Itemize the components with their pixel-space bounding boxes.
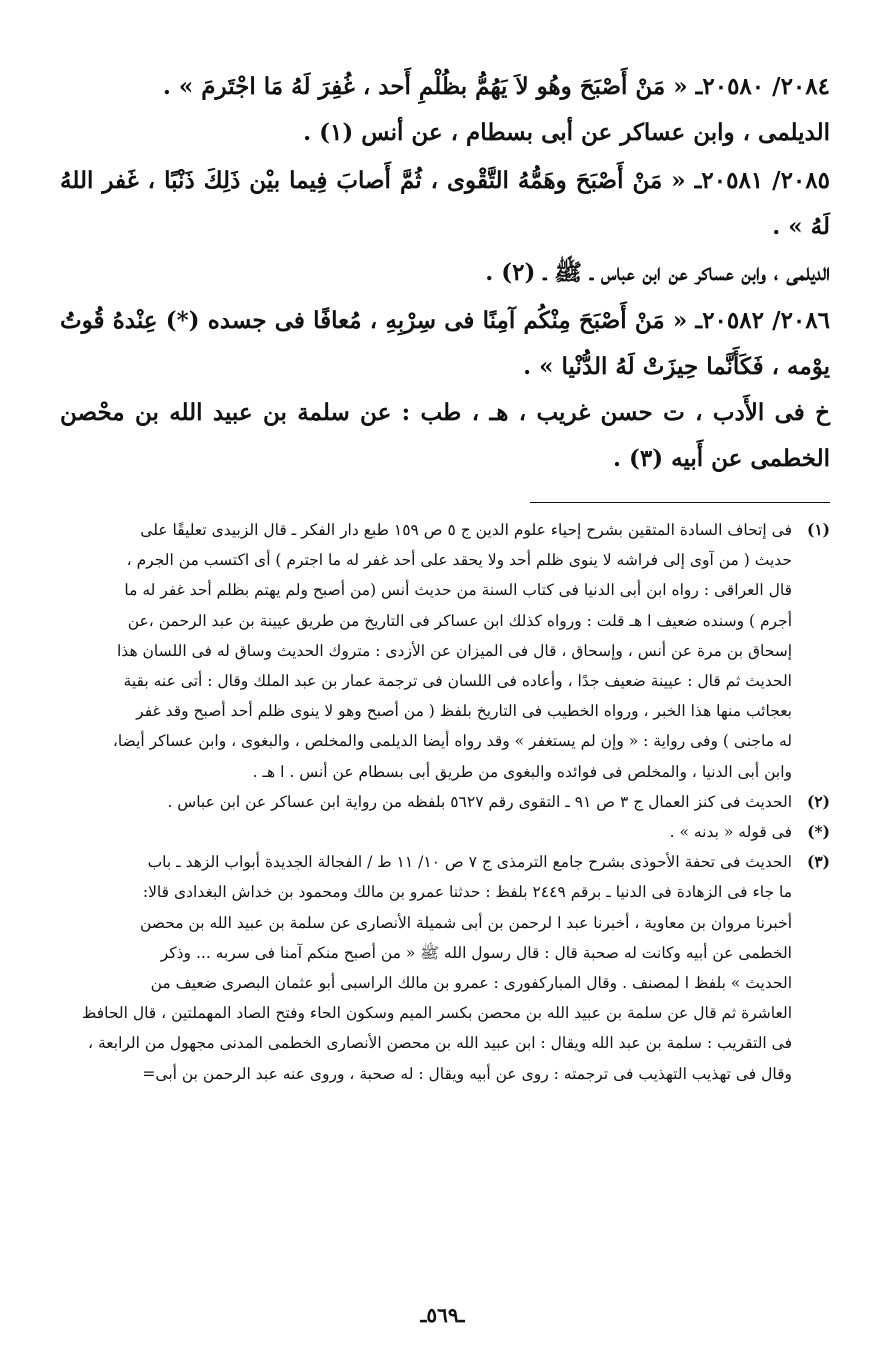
footnote-1: [60, 515, 830, 787]
source-2086: خ فى الأَدب ، ت حسن غريب ، هـ ، طب : عن سلمة بن عبيد الله بن محْصن الخطمى عن أَبيه (٣) .: [60, 399, 830, 472]
footnote-line: الحديث » بلفظ ا لمصنف . وقال المباركفورى : عمرو بن مالك الراسبى أبو عثمان البصرى ضعيف من: [150, 974, 792, 993]
footnote-line: العاشرة ثم قال عن سلمة بن عبيد الله بن محصن بكسر الميم وسكون الحاء وفتح الصاد المهملتين ، قال الحافظ: [82, 1004, 792, 1023]
footnote-number: (*): [807, 822, 830, 842]
footnote-number: (١): [806, 520, 830, 539]
footnote-number: (٣): [806, 852, 830, 872]
footnotes: [60, 515, 830, 1089]
book-page: [60, 62, 830, 1322]
footnote-line: وابن أبى الدنيا ، والمخلص فى فوائده والبغوى من طريق أبى بسطام عن أنس . ا هـ .: [252, 762, 792, 781]
footnote-line: الخطمى عن أبيه وكانت له صحبة قال : قال رسول الله ﷺ « من أصبح منكم آمنا فى سربه ... وذكر: [160, 943, 792, 962]
footnote-2: [60, 787, 830, 817]
footnote-divider: [530, 502, 830, 503]
footnote-line: الحديث ثم قال : عيينة ضعيف جدًا ، وأعاده فى اللسان فى ترجمة عمار بن عبد الملك وقال : أتى عنه بقية: [123, 672, 792, 691]
hadith-2086: ٢٠٨٦/ ٢٠٥٨٢ـ « مَنْ أَصْبَحَ مِنْكُم آمِنًا فى سِرْبِهِ ، مُعافًا فى جسده (*) عِنْدهُ قُوتُ يوْمه ، فَكَأَنَّما حِيزَتْ لَهُ الدُّنْيا » .: [60, 307, 830, 380]
hadith-2084: ٢٠٨٤/ ٢٠٥٨٠ـ « مَنْ أَصْبَحَ وهُو لاَ يَهُمُّ بظُلْمِ أَحد ، غُفِرَ لَهُ مَا اجْتَرمَ » .: [162, 73, 830, 100]
main-text: [60, 64, 830, 482]
source-2084: الديلمى ، وابن عساكر عن أبى بسطام ، عن أنس (١) .: [303, 119, 830, 146]
footnote-line: الحديث فى تحفة الأحوذى بشرح جامع الترمذى ج ٧ ص ١٠/ ١١ ط / الفجالة الجديدة أبواب الزهد ـ باب: [147, 853, 792, 872]
footnote-line: إسحاق بن مرة عن أنس ، وإسحاق ، قال فى الميزان عن الأزدى : متروك الحديث وساق له فى اللسان هذا: [117, 641, 792, 660]
footnote-line: له ماجنى ) وفى رواية : « وإن لم يستغفر » وقد رواه أيضا الديلمى والمخلص ، والبغوى ، وابن عساكر أيضا،: [112, 732, 792, 751]
footnote-line: أجرم ) وسنده ضعيف ا هـ قلت : ورواه كذلك ابن عساكر فى التاريخ من طريق عيينة بن عبد الرحمن ،عن: [127, 611, 792, 630]
page-number: ـ٥٦٩ـ: [420, 1303, 465, 1327]
footnote-line: قال العراقى : رواه ابن أبى الدنيا فى كتاب السنة من حديث أنس (من أصبح ولم يهتم بظلم أحد غفر له ما: [124, 581, 792, 600]
footnote-line: ما جاء فى الزهادة فى الدنيا ـ برقم ٢٤٤٩ بلفظ : حدثنا عمرو بن مالك ومحمود بن خداش البغدادى قالا:: [142, 883, 792, 902]
footnote-line: فى قوله « بدنه » .: [669, 823, 792, 842]
footnote-line: فى التقريب : سلمة بن عبد الله ويقال : ابن عبيد الله بن محصن الأنصارى الخطمى المدنى مجهول من الرابعة ،: [88, 1034, 792, 1053]
footnote-line: حديث ( من آوى إلى فراشه لا ينوى ظلم أحد ولا يحقد على أحد غفر له ما اجترم ) أى اكتسب من الجرم ،: [126, 551, 792, 570]
footnote-star: [60, 817, 830, 847]
footnote-line: بعجائب منها هذا الخبر ، ورواه الخطيب فى التاريخ بلفظ ( من أصبح وهو لا ينوى ظلم أحد أصبح وقد غفر: [136, 702, 792, 721]
footnote-line: وقال فى تهذيب التهذيب فى ترجمته : روى عن أبيه ويقال : له صحبة ، وروى عنه عبد الرحمن بن أبى=: [142, 1064, 792, 1083]
hadith-2085: ٢٠٨٥/ ٢٠٥٨١ـ « مَنْ أَصْبَحَ وهَمُّهُ التَّقْوى ، ثُمَّ أَصابَ فِيما بيْن ذَلِكَ ذَنْبًا ، غَفر اللهُ لَهُ » .: [60, 167, 830, 240]
footnote-line: أخبرنا مروان بن معاوية ، أخبرنا عبد ا لرحمن بن أبى شميلة الأنصارى عن سلمة بن عبيد الله بن محصن: [139, 913, 792, 932]
footnote-line: فى إتحاف السادة المتقين بشرح إحياء علوم الدين ج ٥ ص ١٥٩ طبع دار الفكر ـ قال الزبيدى تعليقًا على: [140, 521, 792, 539]
footnote-3: [60, 847, 830, 1089]
footnote-line: الحديث فى كنز العمال ج ٣ ص ٩١ ـ التقوى رقم ٥٦٢٧ بلفظه من رواية ابن عساكر عن ابن عباس .: [167, 792, 792, 811]
footnote-number: (٢): [806, 791, 830, 811]
source-2085: الديلمى ، وابن عساكر عن ابن عباس ـ ﷺ ـ (٢) .: [485, 259, 830, 286]
